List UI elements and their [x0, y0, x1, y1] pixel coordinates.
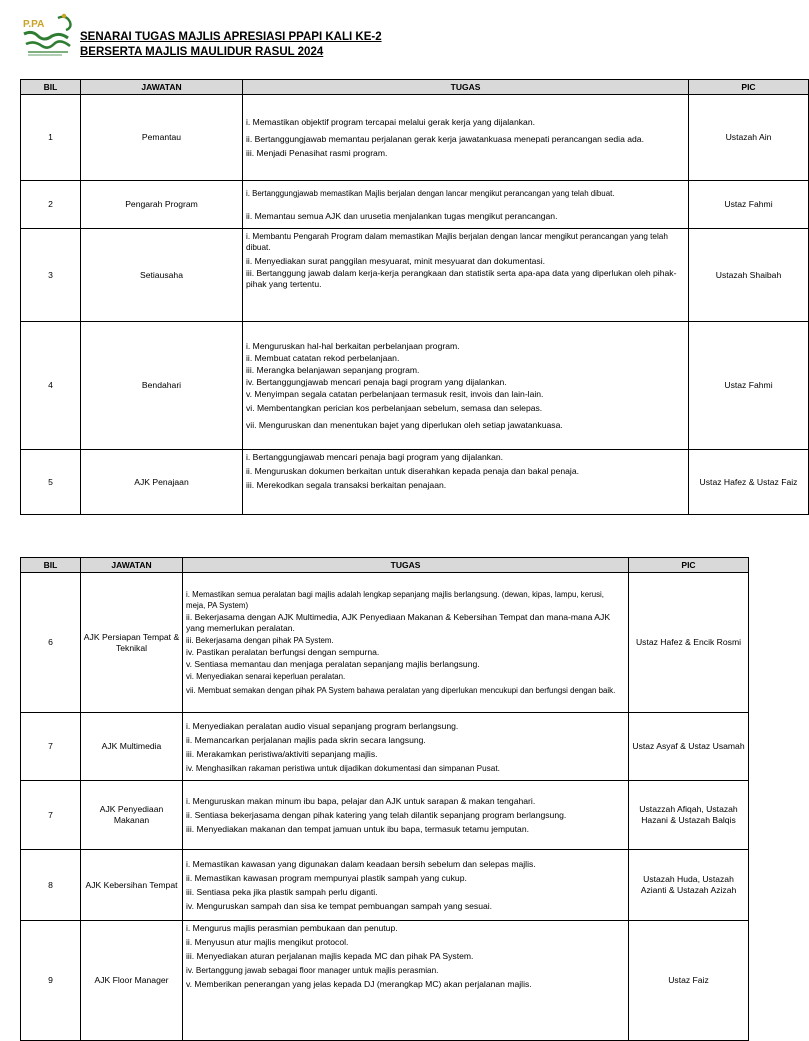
- row-pic: Ustaz Fahmi: [689, 181, 809, 229]
- task-line: i. Membantu Pengarah Program dalam memastikan Majlis berjalan dengan lancar mengikut perancangan yang telah dibuat.: [246, 232, 668, 252]
- table-row: [21, 229, 809, 322]
- task-line: iv. Bertanggungjawab mencari penaja bagi program yang dijalankan.: [246, 376, 507, 387]
- task-line: iii. Merangka belanjawan sepanjang program.: [246, 364, 420, 375]
- task-line: vi. Menyediakan senarai keperluan peralatan.: [186, 672, 346, 681]
- task-line: iii. Menyediakan aturan perjalanan majlis kepada MC dan pihak PA System.: [186, 951, 474, 961]
- task-line: ii. Sentiasa bekerjasama dengan pihak katering yang telah dilantik sepanjang program berlangsung.: [186, 809, 567, 820]
- row-bil: 6: [21, 573, 81, 713]
- row-jawatan: AJK Penajaan: [81, 450, 243, 515]
- table-row: [21, 781, 749, 850]
- row-jawatan: AJK Persiapan Tempat & Teknikal: [81, 573, 183, 713]
- row-tugas: [183, 921, 629, 1041]
- row-bil: 5: [21, 450, 81, 515]
- row-tugas: [183, 713, 629, 781]
- task-line: ii. Memastikan kawasan program mempunyai plastik sampah yang cukup.: [186, 872, 467, 883]
- row-tugas: [183, 573, 629, 713]
- row-pic: Ustazah Shaibah: [689, 229, 809, 322]
- task-line: vii. Menguruskan dan menentukan bajet yang diperlukan oleh setiap jawatankuasa.: [246, 419, 563, 430]
- row-bil: 7: [21, 781, 81, 850]
- task-line: iv. Pastikan peralatan berfungsi dengan sempurna.: [186, 647, 380, 657]
- task-line: iii. Sentiasa peka jika plastik sampah perlu diganti.: [186, 886, 378, 897]
- task-line: i. Menguruskan makan minum ibu bapa, pelajar dan AJK untuk sarapan & makan tengahari.: [186, 795, 536, 806]
- task-line: ii. Menguruskan dokumen berkaitan untuk diserahkan kepada penaja dan bakal penaja.: [246, 466, 579, 476]
- task-line: iii. Menyediakan makanan dan tempat jamuan untuk ibu bapa, termasuk tetamu jemputan.: [186, 823, 529, 834]
- row-tugas: [243, 229, 689, 322]
- task-line: iii. Merakamkan peristiwa/aktiviti sepanjang majlis.: [186, 749, 378, 759]
- column-header-tugas: TUGAS: [183, 558, 629, 573]
- row-tugas: [183, 781, 629, 850]
- row-bil: 7: [21, 713, 81, 781]
- row-tugas: [243, 95, 689, 181]
- row-tugas: [243, 181, 689, 229]
- task-line: ii. Memancarkan perjalanan majlis pada skrin secara langsung.: [186, 735, 426, 745]
- row-pic: Ustaz Faiz: [629, 921, 749, 1041]
- task-line: iv. Menguruskan sampah dan sisa ke tempat pembuangan sampah yang sesuai.: [186, 900, 493, 911]
- row-pic: Ustaz Fahmi: [689, 322, 809, 450]
- task-line: i. Memastikan objektif program tercapai melalui gerak kerja yang dijalankan.: [246, 116, 535, 127]
- task-line: ii. Menyediakan surat panggilan mesyuarat, minit mesyuarat dan dokumentasi.: [246, 256, 546, 266]
- ppa-logo: [18, 12, 76, 62]
- row-jawatan: AJK Penyediaan Makanan: [81, 781, 183, 850]
- column-header-bil: BIL: [21, 80, 81, 95]
- row-jawatan: Setiausaha: [81, 229, 243, 322]
- row-pic: Ustaz Hafez & Ustaz Faiz: [689, 450, 809, 515]
- task-line: vii. Membuat semakan dengan pihak PA System bahawa peralatan yang diperlukan mencukupi dan berfungsi dengan baik.: [186, 686, 616, 695]
- row-bil: 2: [21, 181, 81, 229]
- row-bil: 4: [21, 322, 81, 450]
- row-jawatan: AJK Multimedia: [81, 713, 183, 781]
- column-header-jawatan: JAWATAN: [81, 558, 183, 573]
- row-jawatan: AJK Floor Manager: [81, 921, 183, 1041]
- task-line: iii. Bertanggung jawab dalam kerja-kerja perangkaan dan statistik serta apa-apa data yang diperlukan oleh pihak-pihak yang tertentu.: [246, 268, 677, 289]
- task-line: ii. Membuat catatan rekod perbelanjaan.: [246, 352, 400, 363]
- row-jawatan: Bendahari: [81, 322, 243, 450]
- column-header-tugas: TUGAS: [243, 80, 689, 95]
- task-line: iii. Bekerjasama dengan pihak PA System.: [186, 636, 334, 645]
- task-line: i. Mengurus majlis perasmian pembukaan dan penutup.: [186, 923, 398, 933]
- task-line: ii. Bekerjasama dengan AJK Multimedia, AJK Penyediaan Makanan & Kebersihan Tempat dan mana-mana AJK yang memerlukan peralatan.: [186, 612, 611, 633]
- row-pic: Ustazzah Afiqah, Ustazah Hazani & Ustazah Balqis: [629, 781, 749, 850]
- row-jawatan: Pengarah Program: [81, 181, 243, 229]
- table-row: [21, 181, 809, 229]
- table-row: [21, 921, 749, 1041]
- task-line: ii. Memantau semua AJK dan urusetia menjalankan tugas mengikut perancangan.: [246, 210, 558, 221]
- table-row: [21, 713, 749, 781]
- row-tugas: [183, 850, 629, 921]
- row-bil: 3: [21, 229, 81, 322]
- table-header-row: [21, 80, 809, 95]
- task-line: iv. Bertanggung jawab sebagai floor manager untuk majlis perasmian.: [186, 966, 439, 975]
- task-line: i. Bertanggungjawab mencari penaja bagi program yang dijalankan.: [246, 452, 504, 462]
- table-row: [21, 450, 809, 515]
- logo-graphic: [18, 12, 76, 62]
- task-line: iii. Merekodkan segala transaksi berkaitan penajaan.: [246, 480, 447, 490]
- table-row: [21, 322, 809, 450]
- row-jawatan: AJK Kebersihan Tempat: [81, 850, 183, 921]
- task-line: v. Sentiasa memantau dan menjaga peralatan sepanjang majlis berlangsung.: [186, 659, 480, 669]
- column-header-pic: PIC: [629, 558, 749, 573]
- row-pic: Ustaz Asyaf & Ustaz Usamah: [629, 713, 749, 781]
- task-line: iv. Menghasilkan rakaman peristiwa untuk dijadikan dokumentasi dan simpanan Pusat.: [186, 764, 500, 773]
- row-bil: 9: [21, 921, 81, 1041]
- row-bil: 1: [21, 95, 81, 181]
- duty-table-2: [20, 557, 749, 1041]
- row-pic: Ustazah Ain: [689, 95, 809, 181]
- row-pic: Ustazah Huda, Ustazah Azianti & Ustazah Azizah: [629, 850, 749, 921]
- task-line: ii. Bertanggungjawab memantau perjalanan gerak kerja jawatankuasa menepati perancangan sedia ada.: [246, 133, 644, 144]
- row-jawatan: Pemantau: [81, 95, 243, 181]
- table-row: [21, 573, 749, 713]
- task-line: i. Memastikan kawasan yang digunakan dalam keadaan bersih sebelum dan selepas majlis.: [186, 858, 536, 869]
- row-tugas: [243, 450, 689, 515]
- document-title-line2: BERSERTA MAJLIS MAULIDUR RASUL 2024: [80, 46, 324, 58]
- task-line: i. Bertanggungjawab memastikan Majlis berjalan dengan lancar mengikut perancangan yang telah dibuat.: [246, 188, 615, 198]
- task-line: v. Memberikan penerangan yang jelas kepada DJ (merangkap MC) akan perjalanan majlis.: [186, 979, 532, 989]
- column-header-jawatan: JAWATAN: [81, 80, 243, 95]
- document-title-line1: SENARAI TUGAS MAJLIS APRESIASI PPAPI KALI KE-2: [80, 31, 382, 43]
- task-line: i. Menguruskan hal-hal berkaitan perbelanjaan program.: [246, 340, 460, 351]
- task-line: vi. Membentangkan perician kos perbelanjaan sebelum, semasa dan selepas.: [246, 402, 543, 413]
- task-line: iii. Menjadi Penasihat rasmi program.: [246, 147, 388, 158]
- row-bil: 8: [21, 850, 81, 921]
- task-line: v. Menyimpan segala catatan perbelanjaan termasuk resit, invois dan lain-lain.: [246, 388, 544, 399]
- task-line: i. Menyediakan peralatan audio visual sepanjang program berlangsung.: [186, 721, 459, 731]
- row-pic: Ustaz Hafez & Encik Rosmi: [629, 573, 749, 713]
- task-line: i. Memastikan semua peralatan bagi majlis adalah lengkap sepanjang majlis berlangsung. (dewan, kipas, lampu, kerusi, meja, PA System): [186, 590, 604, 610]
- duty-table-1: [20, 79, 809, 515]
- table-row: [21, 850, 749, 921]
- column-header-bil: BIL: [21, 558, 81, 573]
- task-line: ii. Menyusun atur majlis mengikut protocol.: [186, 937, 349, 947]
- table-header-row: [21, 558, 749, 573]
- row-tugas: [243, 322, 689, 450]
- table-row: [21, 95, 809, 181]
- logo-text: P.PA: [23, 19, 45, 30]
- column-header-pic: PIC: [689, 80, 809, 95]
